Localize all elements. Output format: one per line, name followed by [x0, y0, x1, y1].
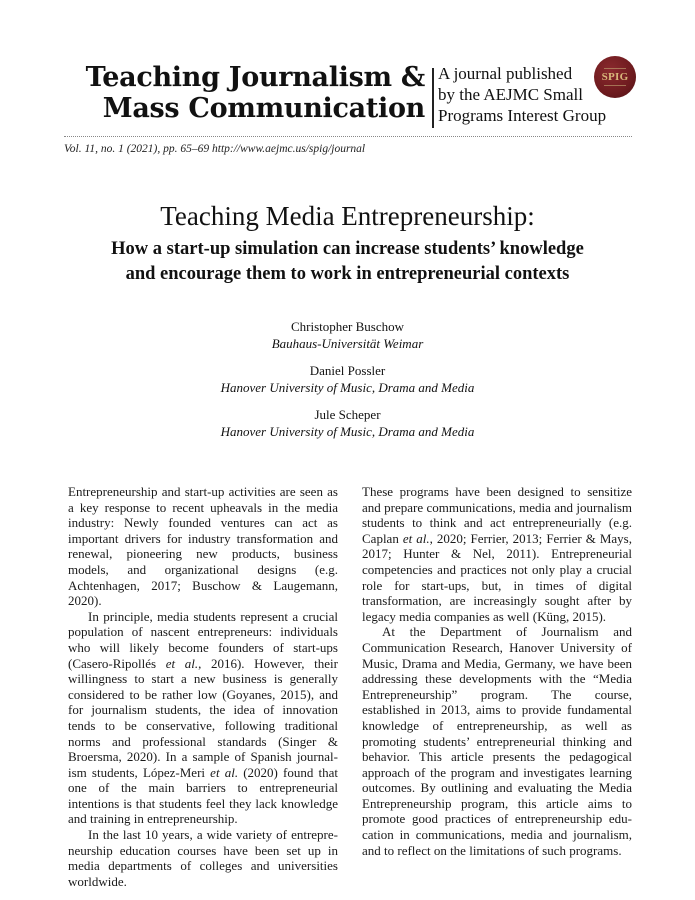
journal-title — [86, 62, 425, 124]
author-name: Daniel Possler — [309, 363, 386, 378]
subtitle-line-1: How a start-up simulation can increase students’ knowledge — [111, 239, 584, 259]
spig-logo — [594, 56, 636, 98]
article-subtitle — [0, 237, 695, 287]
et-al-italic: et al. — [402, 530, 430, 546]
et-al-italic: et al. — [165, 655, 199, 671]
subtitle-line-2: and encourage them to work in entrepreneurial contexts — [125, 264, 570, 284]
author-name: Christopher Buschow — [290, 319, 405, 334]
publisher-line-3: Programs Interest Group — [438, 106, 607, 125]
body-paragraph: In the last 10 years, a wide variety of entrepreneurship education courses have been set up in media departments of colleges and universities worldwide. — [68, 827, 338, 889]
author-2 — [0, 362, 695, 396]
body-paragraph: At the Department of Journalism and Communication Research, Hanover University of Music, Drama and Media, Germany, we have been addressing these developments with the “Media Entrepreneurship” program. The course, established in 2013, aims to provide fundamental knowledge of entrepreneurship, as well as promoting students’ entrepreneurial thinking and behavior. This article presents the pedagogical approach of the program and investigates learning outcomes. By outlining and evaluating the Media Entrepreneurship program, this article aims to promote good practices of entrepreneurship education in communications, media and journalism, and to reflect on the limitations of such programs. — [362, 624, 632, 858]
author-affiliation: Hanover University of Music, Drama and Media — [220, 380, 475, 395]
journal-title-line-2: Mass Communication — [102, 93, 425, 124]
author-3 — [0, 406, 695, 440]
masthead — [0, 58, 695, 130]
citation-line: Vol. 11, no. 1 (2021), pp. 65–69 http://www.aejmc.us/spig/journal — [64, 143, 366, 155]
body-column-right — [362, 484, 632, 858]
publisher-statement — [438, 63, 606, 126]
author-affiliation: Bauhaus-Universität Weimar — [271, 336, 424, 351]
body-paragraph: Entrepreneurship and start-up activities are seen as a key response to recent upheavals in the media industry: Newly founded ventures can act as important drivers for industry transformation and renewal, pioneering new products, business models, and organizational designs (e.g. Achtenhagen, 2017; Buschow & Laugemann, 2020). — [68, 484, 338, 609]
dotted-divider — [64, 136, 632, 137]
body-paragraph: These programs have been designed to sensitize and prepare communications, media and journalism students to think and act entrepreneurially (e.g. Caplan et al., 2020; Ferrier, 2013; Ferrier & Mays, 2017; Hunter & Nel, 2011). Entrepreneurial competencies and practices not only play a crucial role for start-ups, but, in times of digital transformation, are increasingly sought after by legacy media companies as well (Küng, 2015). — [362, 484, 632, 624]
article-title: Teaching Media Entrepreneurship: — [160, 201, 535, 231]
journal-title-line-1: Teaching Journalism & — [85, 62, 425, 93]
author-1 — [0, 318, 695, 352]
masthead-divider — [432, 68, 434, 128]
spig-logo-text: SPIG — [601, 71, 629, 83]
et-al-italic: et al. — [210, 764, 239, 780]
body-paragraph: In principle, media students represent a crucial population of nascent entrepreneurs: individuals who will likely become founders of start-ups (Casero-Ripollés et al., 2016). However, their willingness to start a new business is generally considered to be rather low (Goyanes, 2015), and for journalism students, the idea of innovation tends to be conservative, following traditional norms and professional standards (Singer & Broersma, 2020). In a sample of Spanish journalism students, López-Meri et al. (2020) found that one of the main barriers to entrepreneurial intentions is that students feel they lack knowledge and training in entrepreneurship. — [68, 608, 339, 827]
author-name: Jule Scheper — [314, 407, 381, 422]
publisher-line-2: by the AEJMC Small — [438, 85, 583, 104]
author-affiliation: Hanover University of Music, Drama and Media — [220, 424, 475, 439]
body-column-left — [68, 484, 338, 889]
publisher-line-1: A journal published — [438, 64, 573, 83]
